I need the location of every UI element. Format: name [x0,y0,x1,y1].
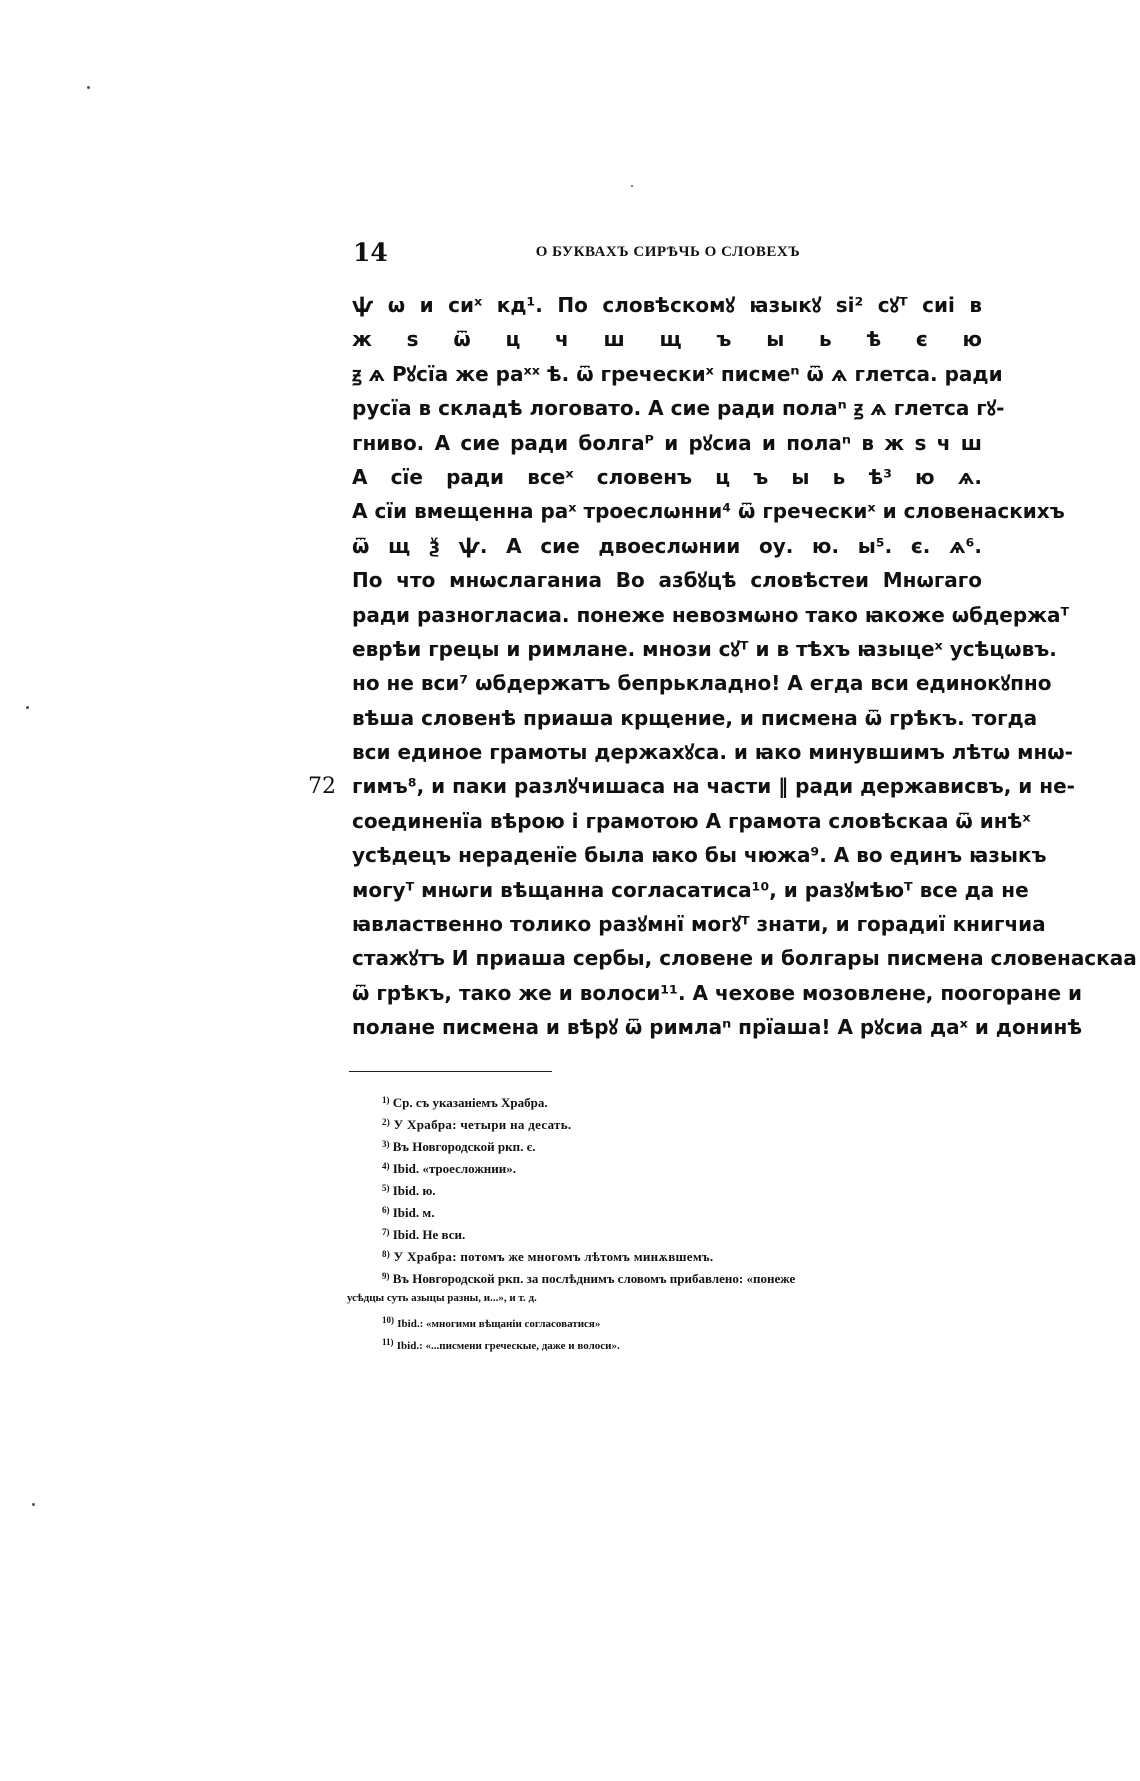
footnote [347,1089,983,1111]
footnote [347,1133,983,1155]
text-line: ѱ ѡ и сиˣ кд¹. По словѣскомꙋ ꙗзыкꙋ ѕі² сꙋᵀ сиі в [352,293,982,317]
footnote-text: Ibid. м. [392,1205,435,1220]
page-number: 14 [353,238,388,267]
text-line: усѣдецъ нераденїе была ꙗко бы чюжа⁹. А во единъ ꙗзыкъ [352,843,1047,868]
footnote-text: У Храбра: потомъ же многомъ лѣтомъ минѫвшемъ. [393,1249,714,1264]
text-line: могуᵀ мнѡги вѣщанна согласатиса¹⁰, и разꙋмѣюᵀ все да не [352,877,1029,902]
footnote-text: Ibid. Не вси. [392,1227,466,1242]
paper-speck [631,185,633,187]
text-line: но не вси⁷ ѡбдержатъ бепрькладно! А егда вси единокꙋпно [352,671,1052,696]
paper-speck [26,706,29,709]
text-line: гимъ⁸, и паки разлꙋчишаса на части ‖ ради держависвъ, и не- [352,774,1075,799]
footnote [347,1265,983,1287]
footnote-number: 2) [382,1117,391,1127]
text-line: соединенїа вѣрою і грамотою А грамота словѣскаа ѿ инѣˣ [352,808,1031,833]
footnotes [347,1089,983,1353]
footnote-number: 5) [382,1183,390,1193]
text-line: ж ѕ ѿ ц ч ш щ ъ ы ь ѣ є ю [352,327,982,352]
running-title: О БУКВАХЪ СИРѢЧЬ О СЛОВЕХЪ [535,244,801,260]
footnote-text: У Храбра: четыри на десать. [393,1117,572,1132]
footnote-number: 4) [382,1161,390,1171]
footnote [347,1331,983,1353]
footnote [347,1155,983,1177]
footnote-text: Ibid.: «...писмени греческые, даже и волоси». [396,1340,620,1352]
text-line: русїа в складѣ логовато. А сие ради полаⁿ ꙃ ѧ глетса гꙋ- [352,396,1005,421]
text-line: ꙗвлаственно толико разꙋмнї могꙋᵀ знати, и горадиї книгчиа [352,912,1046,937]
footnote-number: 7) [382,1227,390,1237]
body-text [352,288,1137,1045]
footnote-text: Ibid. «троесложнии». [392,1161,516,1176]
footnote-text: Ibid. ю. [392,1183,436,1198]
text-line: По что мнѡслаганиа Во азбꙋцѣ словѣстеи Мнѡгаго [352,568,982,593]
footnote-text: Въ Новгородской ркп. є. [392,1139,536,1154]
text-line: ради разногласиа. понеже невозмѡно тако ꙗкоже ѡбдержаᵀ [352,602,1070,627]
footnote-divider [349,1071,552,1072]
footnote [347,1221,983,1243]
text-line: ѿ грѣкъ, тако же и волоси¹¹. А чехове мозовлене, поогоране и [352,980,1082,1005]
footnote-continuation [347,1287,983,1309]
footnote [347,1309,983,1331]
paper-speck [87,86,90,89]
text-line: стажꙋтъ И приаша сербы, словене и болгары писмена словенаскаа [352,946,1137,971]
text-line: полане писмена и вѣрꙋ ѿ римлаⁿ прїаша! А рꙋсиа даˣ и донинѣ [352,1015,1083,1040]
paper-speck [32,1503,35,1506]
margin-line-number: 72 [308,774,336,799]
text-line: гниво. А сие ради болгаᴾ и рꙋсиа и полаⁿ в ж ѕ ч ш [352,430,982,455]
footnote-text: Ibid.: «многими вѣщаніи согласоватися» [397,1318,601,1330]
footnote [347,1111,983,1133]
footnote-text: усѣдцы суть азыцы разны, и...», и т. д. [347,1292,537,1304]
footnote-number: 8) [382,1249,391,1259]
text-line: ѿ щ ѯ ѱ. А сие двоеслѡнии оу. ю. ы⁵. є. ѧ⁶. [352,533,982,558]
footnote-text: Въ Новгородской ркп. за послѣднимъ словомъ прибавлено: «понеже [392,1271,796,1286]
footnote-number: 3) [382,1139,390,1149]
footnote [347,1177,983,1199]
footnote-number: 10) [382,1315,394,1325]
footnote-number: 9) [382,1271,390,1281]
text-line: ꙃ ѧ Рꙋсїа же раˣˣ ѣ. ѿ греческиˣ писмеⁿ ѿ ѧ глетса. ради [352,361,1003,386]
footnote [347,1199,983,1221]
page-header [353,238,983,274]
text-line: вѣша словенѣ приаша крщение, и писмена ѿ грѣкъ. тогда [352,705,1038,730]
footnote-number: 6) [382,1205,390,1215]
text-line: А сїе ради всеˣ словенъ ц ъ ы ь ѣ³ ю ѧ. [352,464,982,489]
text-line: А сїи вмещенна раˣ троеслѡнни⁴ ѿ греческиˣ и словенаскихъ [352,499,1065,524]
footnote-text: Ср. съ указаніемъ Храбра. [392,1095,548,1110]
footnote-number: 1) [382,1095,390,1105]
footnote [347,1243,983,1265]
footnote-number: 11) [382,1337,394,1347]
text-line: еврѣи грецы и римлане. мнози сꙋᵀ и в тѣхъ ꙗзыцеˣ усѣцѡвъ. [352,636,1057,661]
text-line: вси единое грамоты держахꙋса. и ꙗко минувшимъ лѣтѡ мнѡ- [352,740,1073,765]
